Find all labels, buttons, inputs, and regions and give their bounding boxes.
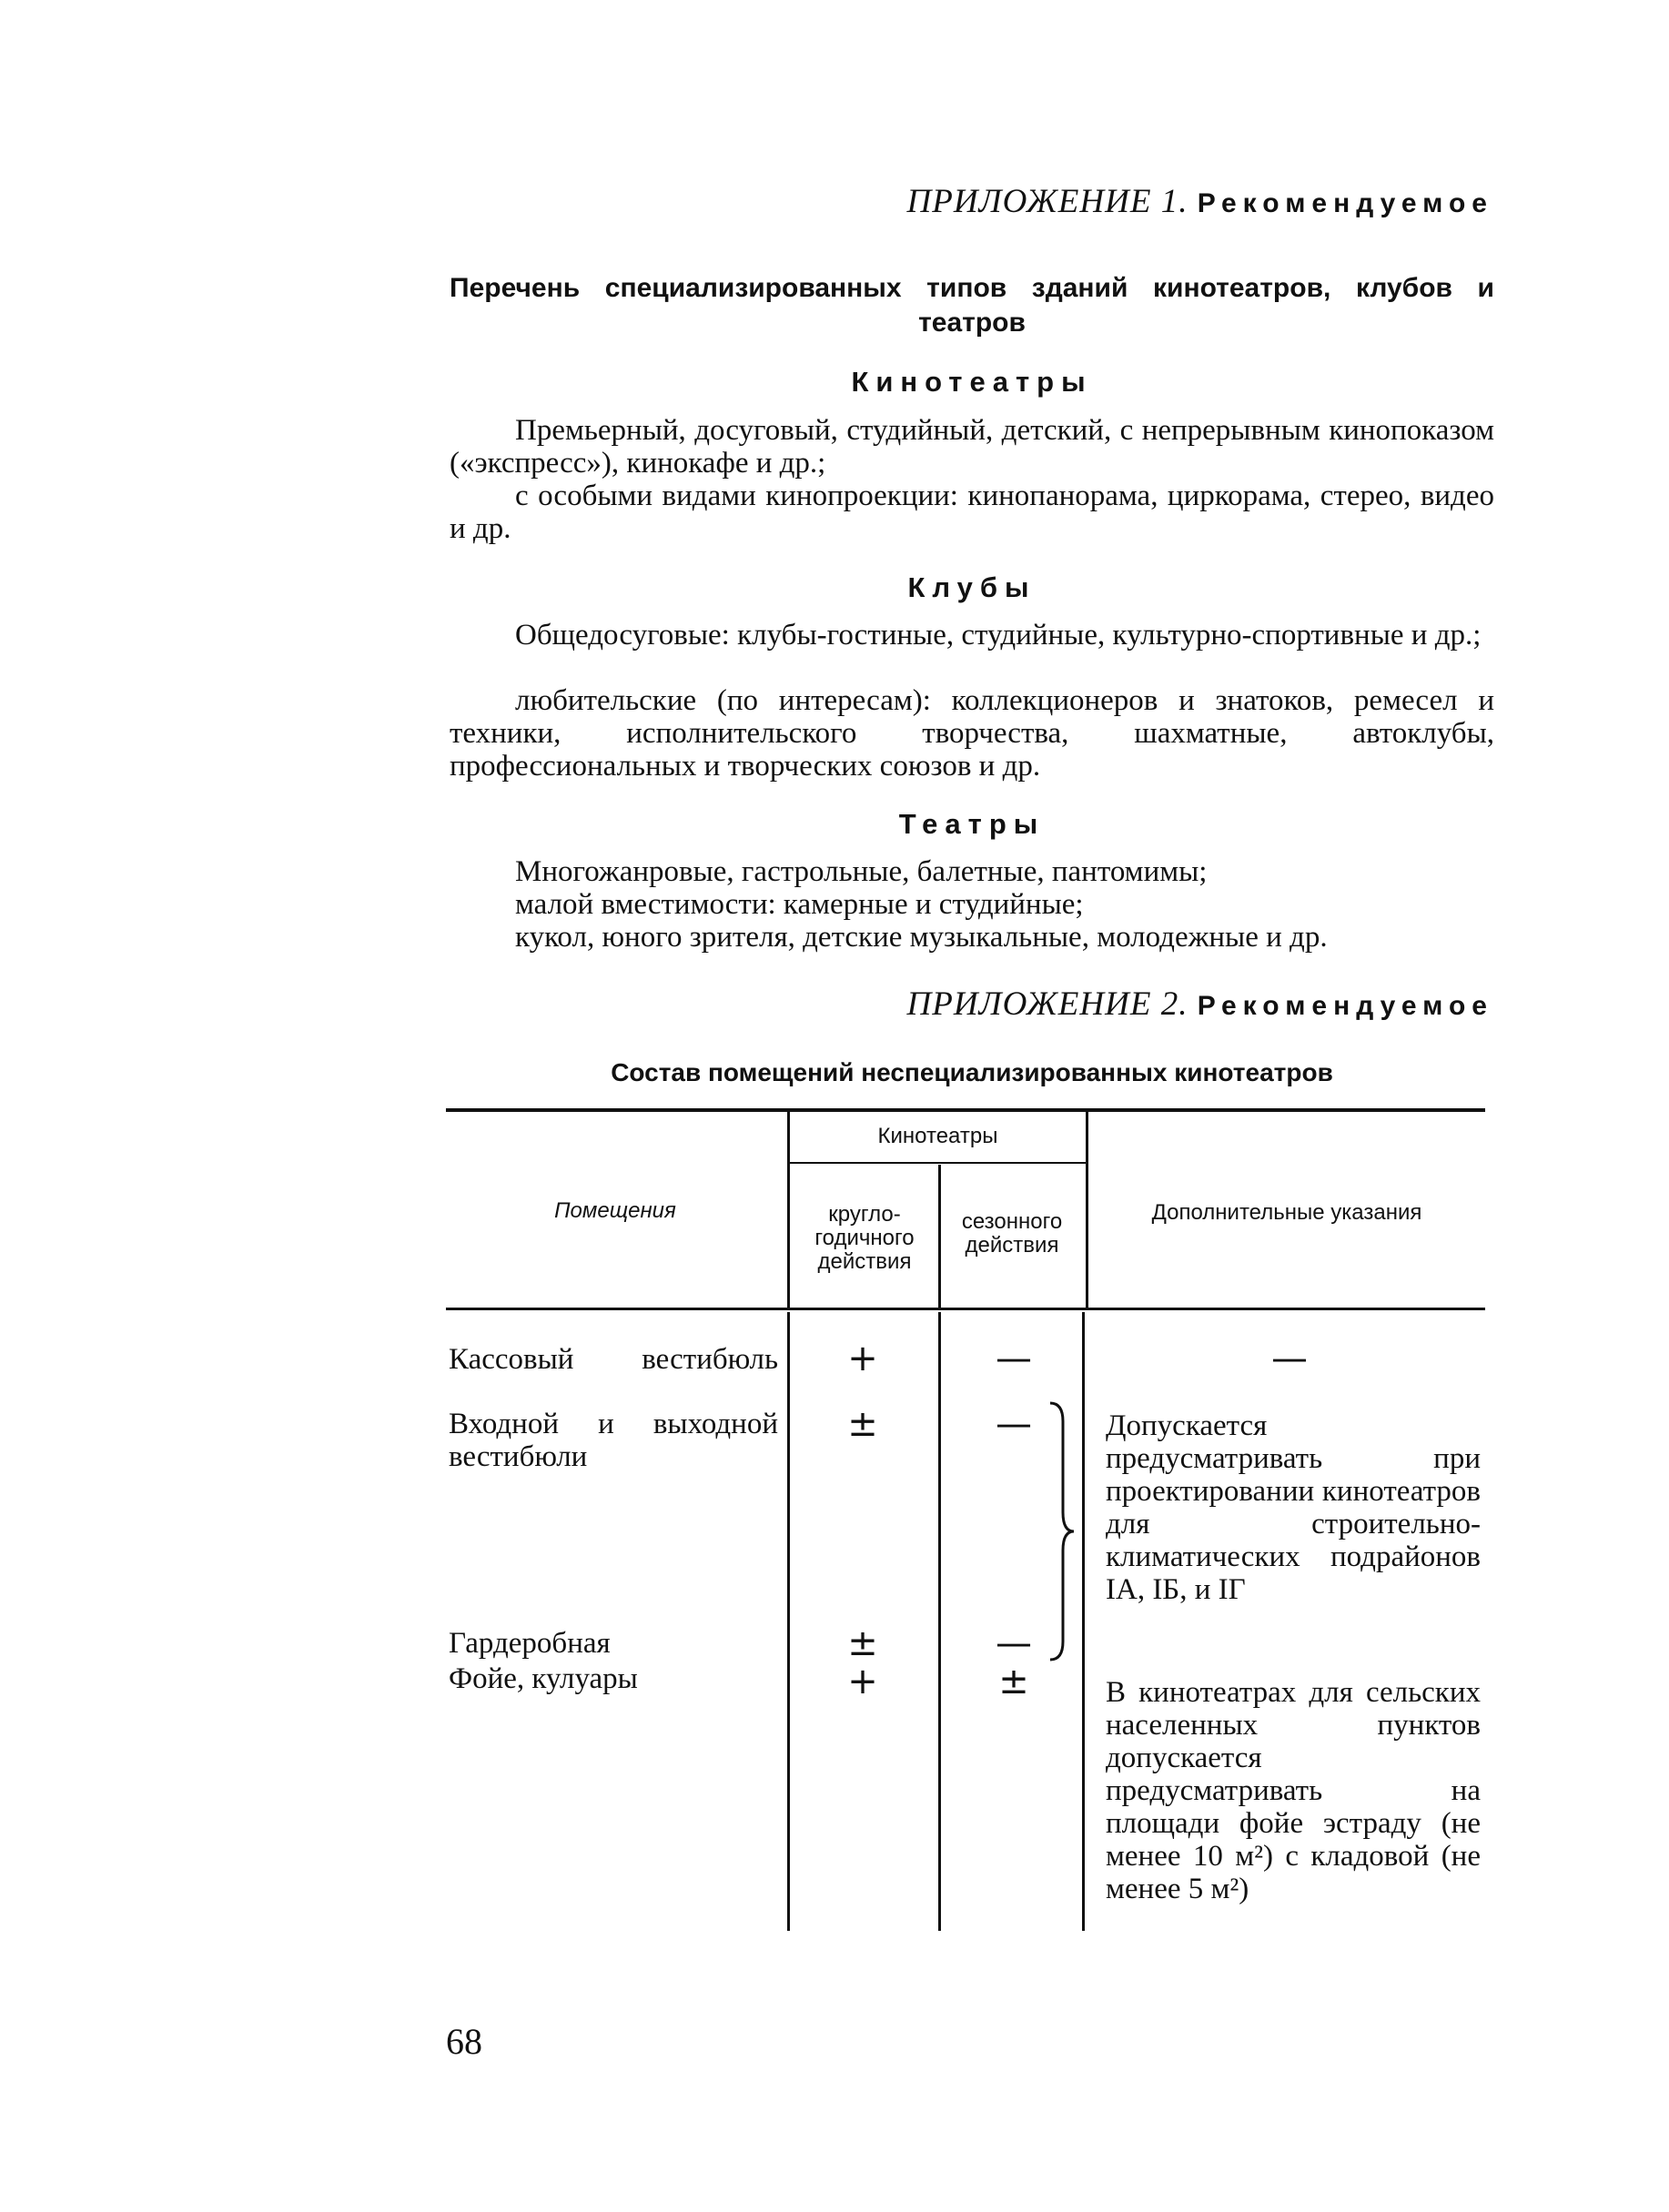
table-divider — [787, 1312, 790, 1931]
appendix-1-title: Перечень специализированных типов зданий кинотеатров, клубов и театров — [450, 273, 1494, 338]
row-1-seasonal: — — [996, 1338, 1032, 1379]
row-1-room: Кассовый вестибюль — [449, 1343, 778, 1376]
header-seasonal: сезонного действия — [961, 1209, 1063, 1258]
theatres-paragraph-3: кукол, юного зрителя, детские музыкальные, молодежные и др. — [515, 921, 1328, 954]
row-3-seasonal: — — [996, 1622, 1032, 1664]
clubs-paragraph-1: Общедосуговые: клубы-гостиные, студийные, культурно-спортивные и др.; — [515, 619, 1482, 651]
brace-icon — [1045, 1399, 1081, 1663]
row-2-seasonal: — — [996, 1403, 1032, 1445]
appendix-1-label: ПРИЛОЖЕНИЕ 1. — [906, 183, 1189, 220]
row-3-room: Гардеробная — [449, 1627, 611, 1660]
page-number: 68 — [446, 2021, 482, 2062]
appendix-2-header — [907, 985, 1494, 1024]
table-top-rule — [446, 1108, 1485, 1112]
appendix-2-label: ПРИЛОЖЕНИЕ 2. — [906, 985, 1189, 1023]
row-3-year-round: ± — [847, 1622, 878, 1664]
appendix-2-type: Рекомендуемое — [1197, 991, 1493, 1021]
table-divider — [938, 1312, 941, 1931]
appendix-1-header — [907, 182, 1494, 221]
row-4-seasonal: ± — [998, 1661, 1029, 1702]
row-4-room: Фойе, кулуары — [449, 1662, 638, 1695]
theatres-paragraph-2: малой вместимости: камерные и студийные; — [515, 888, 1084, 921]
table-header-rule — [446, 1308, 1485, 1310]
row-1-year-round: + — [847, 1338, 878, 1379]
header-notes: Дополнительные указания — [1151, 1200, 1422, 1225]
row-4-year-round: + — [847, 1661, 878, 1702]
row-2-note: Допускается предусматривать при проектировании кинотеатров для строительно-климатических подрайонов IА, IБ, и IГ — [1106, 1409, 1481, 1606]
header-year-round: кругло-годичного действия — [814, 1202, 915, 1274]
cinemas-paragraph-1: Премьерный, досуговый, студийный, детский, с непрерывным кинопоказом («экспресс»), кинокафе и др.; — [450, 414, 1494, 480]
row-2-room: Входной и выходной вестибюли — [449, 1408, 778, 1473]
row-2-year-round: ± — [847, 1403, 878, 1445]
row-4-note: В кинотеатрах для сельских населенных пунктов допускается предусматривать на площади фойе эстраду (не менее 10 м²) с кладовой (не менее 5 м²) — [1106, 1676, 1481, 1905]
clubs-paragraph-2: любительские (по интересам): коллекционеров и знатоков, ремесел и техники, исполнительского творчества, шахматные, автоклубы, профессиональных и творческих союзов и др. — [450, 684, 1494, 783]
table-subheader-rule — [790, 1162, 1086, 1164]
row-1-note: — — [1271, 1338, 1308, 1379]
table-divider — [1082, 1312, 1085, 1931]
header-cinemas: Кинотеатры — [877, 1124, 998, 1148]
appendix-2-title: Состав помещений неспециализированных кинотеатров — [611, 1058, 1333, 1086]
section-heading-theatres: Театры — [898, 808, 1046, 840]
theatres-paragraph-1: Многожанровые, гастрольные, балетные, пантомимы; — [515, 855, 1208, 888]
header-rooms: Помещения — [554, 1198, 676, 1223]
section-heading-cinemas: Кинотеатры — [851, 366, 1093, 398]
appendix-1-type: Рекомендуемое — [1197, 188, 1493, 218]
cinemas-paragraph-2: с особыми видами кинопроекции: кинопанорама, циркорама, стерео, видео и др. — [450, 480, 1494, 545]
section-heading-clubs: Клубы — [907, 571, 1037, 603]
